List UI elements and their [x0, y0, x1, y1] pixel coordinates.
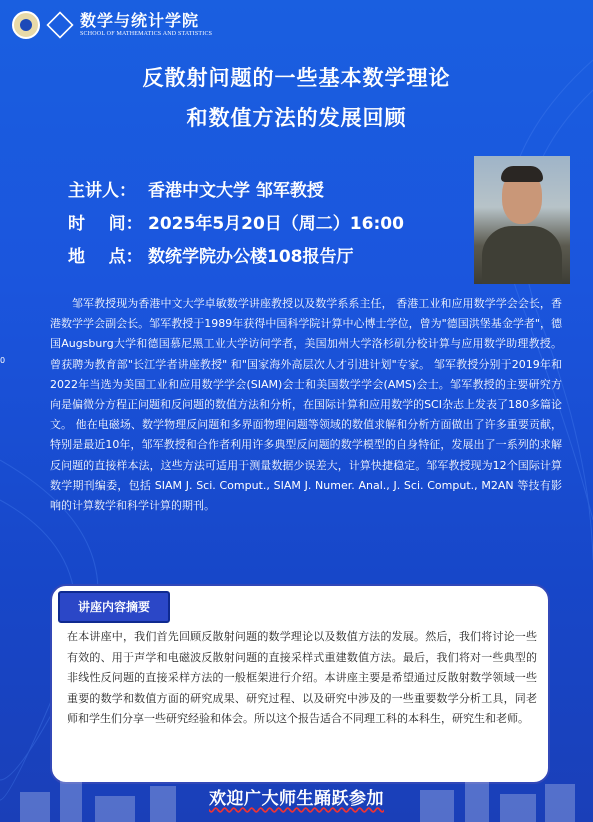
- stray-mark: 0: [0, 356, 6, 365]
- place-row: [68, 241, 404, 274]
- speaker-row: [68, 175, 404, 208]
- time-row: [68, 208, 404, 241]
- school-header: [12, 8, 212, 42]
- school-name: [80, 13, 212, 37]
- speaker-value: 香港中文大学 邹军教授: [148, 181, 324, 201]
- lecture-title: [0, 58, 593, 138]
- school-name-en: SCHOOL OF MATHEMATICS AND STATISTICS: [80, 31, 213, 37]
- place-value: 数统学院办公楼108报告厅: [148, 247, 354, 267]
- place-label: 地 点：: [68, 247, 143, 267]
- speaker-bio: 邹军教授现为香港中文大学卓敏数学讲座教授以及数学系系主任， 香港工业和应用数学学会会长，香港数学学会副会长。邹军教授于1989年获得中国科学院计算中心博士学位，曾为"德国洪堡基金学者"，德国Augsburg大学和德国慕尼黑工业大学访问学者，美国加州大学洛杉矶分校计算与应用数学助理教授。曾获聘为教育部"长江学者讲座教授" 和"国家海外高层次人才引进计划"专家。 邹军教授分别于2019年和2022年当选为美国工业和应用数学学会(SIAM)会士和美国数学学会(AMS)会士。邹军教授的主要研究方向是偏微分方程正问题和反问题的数值方法和分析，在国际计算和应用数学的SCI杂志上发表了180多篇论文。 他在电磁场、数学物理反问题和多界面物理问题等领域的数值求解和分析方面做出了许多重要贡献，特别是最近10年，邹军教授和合作者利用许多典型反问题的数学模型的自身特征，发展出了一系列的求解反问题的直接样本法，这些方法可适用于测量数据少误差大，计算快捷稳定。邹军教授现为12个国际计算数学期刊编委，包括 SIAM J. Sci. Comput., SIAM J. Numer. Anal., J. Sci. Comput., M2AN 等技有影响的计算数学和科学计算的期刊。: [50, 297, 562, 513]
- university-seal-icon: [12, 11, 40, 39]
- title-line-2: 和数值方法的发展回顾: [186, 106, 407, 130]
- speaker-label: 主讲人：: [68, 181, 136, 201]
- abstract-tab: 讲座内容摘要: [58, 591, 170, 623]
- time-value: 2025年5月20日（周二）16:00: [148, 214, 404, 234]
- title-line-1: 反散射问题的一些基本数学理论: [142, 66, 451, 90]
- footer-text: 欢迎广大师生踊跃参加: [209, 789, 384, 809]
- invitation-footer: [0, 784, 593, 809]
- time-label: 时 间：: [68, 214, 143, 234]
- speaker-photo: [474, 156, 570, 284]
- lecture-info: [68, 175, 404, 274]
- school-name-cn: 数学与统计学院: [80, 11, 200, 30]
- school-logo-icon: [46, 11, 73, 38]
- abstract-text: 在本讲座中，我们首先回顾反散射问题的数学理论以及数值方法的发展。然后，我们将讨论一些有效的、用于声学和电磁波反散射问题的直接采样式重建数值方法。最后，我们将对一些典型的非线性反问题的直接采样方法的一般框架进行介绍。本讲座主要是希望通过反散射数学领域一些重要的数学和数值方面的研究成果、研究过程、以及研究中涉及的一些重要数学分析工具，同老师和学生们分享一些研究经验和体会。所以这个报告适合不同理工科的本科生，研究生和老师。: [67, 630, 537, 726]
